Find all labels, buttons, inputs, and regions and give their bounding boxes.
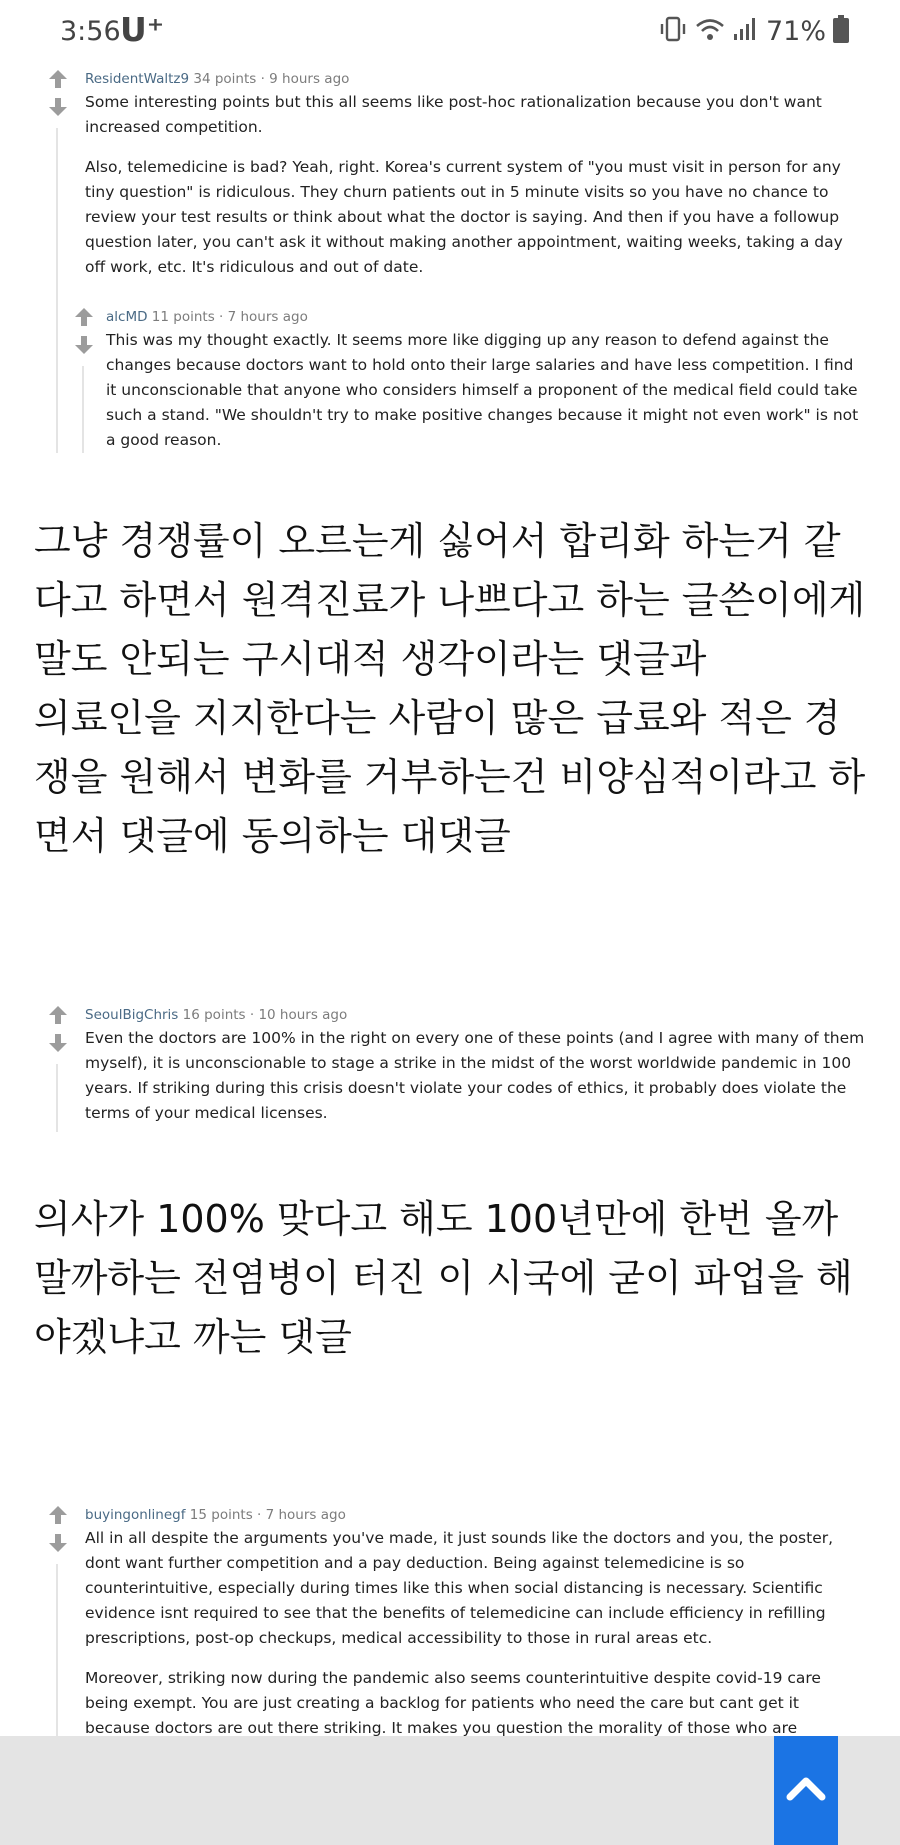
vote-controls [73,306,103,362]
comment-points-time: 34 points · 9 hours ago [193,71,350,87]
comment-meta [106,306,861,328]
comment-author[interactable]: SeoulBigChris [85,1007,179,1023]
status-time: 3:56 [60,16,121,47]
comment [47,1004,867,1132]
comment-body [85,1026,865,1126]
upvote-arrow-icon[interactable] [47,68,69,90]
downvote-arrow-icon[interactable] [47,1532,69,1554]
comment-paragraph: Even the doctors are 100% in the right on every one of these points (and I agree with many of them myself), it is unconscionable to stage a strike in the midst of the worst worldwide pandemic in 100 years. If striking during this crisis doesn't violate your codes of ethics, it probably does violate the terms of your medical licenses. [85,1029,865,1122]
comment-body [85,1526,865,1736]
upvote-arrow-icon[interactable] [47,1504,69,1526]
scroll-to-top-button[interactable] [774,1736,838,1845]
thread-line[interactable] [82,366,84,453]
status-bar [0,0,900,64]
thread-line[interactable] [56,1064,58,1132]
comment-author[interactable]: buyingonlinegf [85,1507,186,1523]
signal-icon [732,15,760,48]
upvote-arrow-icon[interactable] [47,1004,69,1026]
comment-meta [85,68,865,90]
comment [47,1504,867,1736]
upvote-arrow-icon[interactable] [73,306,95,328]
downvote-arrow-icon[interactable] [47,1032,69,1054]
comment-meta [85,1004,865,1026]
comment-author[interactable]: ResidentWaltz9 [85,71,190,87]
wifi-icon [694,15,726,48]
comment-body [106,328,861,453]
vote-controls [47,68,77,124]
comment-paragraph: Some interesting points but this all seems like post-hoc rationalization because you don't want increased competition. [85,93,822,136]
comment-paragraph: This was my thought exactly. It seems more like digging up any reason to defend against the changes because doctors want to hold onto their large salaries and have less competition. I find it unconscionable that anyone who considers himself a proponent of the medical field could take such a stand. "We shouldn't try to make positive changes because it might not even work" is not a good reason. [106,331,859,449]
comment-author[interactable]: alcMD [106,309,148,325]
vote-controls [47,1004,77,1060]
battery-percent: 71% [765,16,826,47]
downvote-arrow-icon[interactable] [73,334,95,356]
korean-annotation: 의사가 100% 맞다고 해도 100년만에 한번 올까말까하는 전염병이 터진 이 시국에 굳이 파업을 해야겠냐고 까는 댓글 [34,1197,853,1359]
bottom-bar [0,1736,900,1845]
comment-paragraph: All in all despite the arguments you've made, it just sounds like the doctors and you, the poster, dont want further competition and a pay deduction. Being against telemedicine is so counterintuitive, especially during times like this when social distancing is necessary. Scientific evidence isnt required to see that the benefits of telemedicine can include efficiency in refilling prescriptions, post-op checkups, medical accessibility to those in rural areas etc. [85,1529,834,1647]
comment-points-time: 16 points · 10 hours ago [182,1007,348,1023]
thread-line[interactable] [56,1564,58,1736]
vibrate-icon [658,15,688,48]
comment-points-time: 11 points · 7 hours ago [151,309,308,325]
comment-paragraph: Moreover, striking now during the pandemic also seems counterintuitive despite covid-19 care being exempt. You are just creating a backlog for patients who need the care but cant get it because doctors are out there striking. It makes you question the morality of those who are [85,1669,821,1736]
comment-points-time: 15 points · 7 hours ago [189,1507,346,1523]
thread-line[interactable] [56,128,58,453]
comment-paragraph: Also, telemedicine is bad? Yeah, right. Korea's current system of "you must visit in person for any tiny question" is ridiculous. They churn patients out in 5 minute visits so you have no chance to review your test results or think about what the doctor is saying. And then if you have a followup question later, you can't ask it without making another appointment, waiting weeks, taking a day off work, etc. It's ridiculous and out of date. [85,158,843,276]
battery-icon [832,14,850,49]
comment-body [85,90,865,280]
reply-comment [73,306,863,453]
vote-controls [47,1504,77,1560]
carrier-label: U⁺ [120,10,165,49]
status-icons [658,14,850,49]
comment-meta [85,1504,865,1526]
korean-annotation: 그냥 경쟁률이 오르는게 싫어서 합리화 하는거 같다고 하면서 원격진료가 나쁘다고 하는 글쓴이에게 말도 안되는 구시대적 생각이라는 댓글과 의료인을 지지한다는 사람이 많은 급료와 적은 경쟁을 원해서 변화를 거부하는건 비양심적이라고 하면서 댓글에 동의하는 대댓글 [34,519,866,858]
downvote-arrow-icon[interactable] [47,96,69,118]
chevron-up-icon [786,1775,826,1806]
